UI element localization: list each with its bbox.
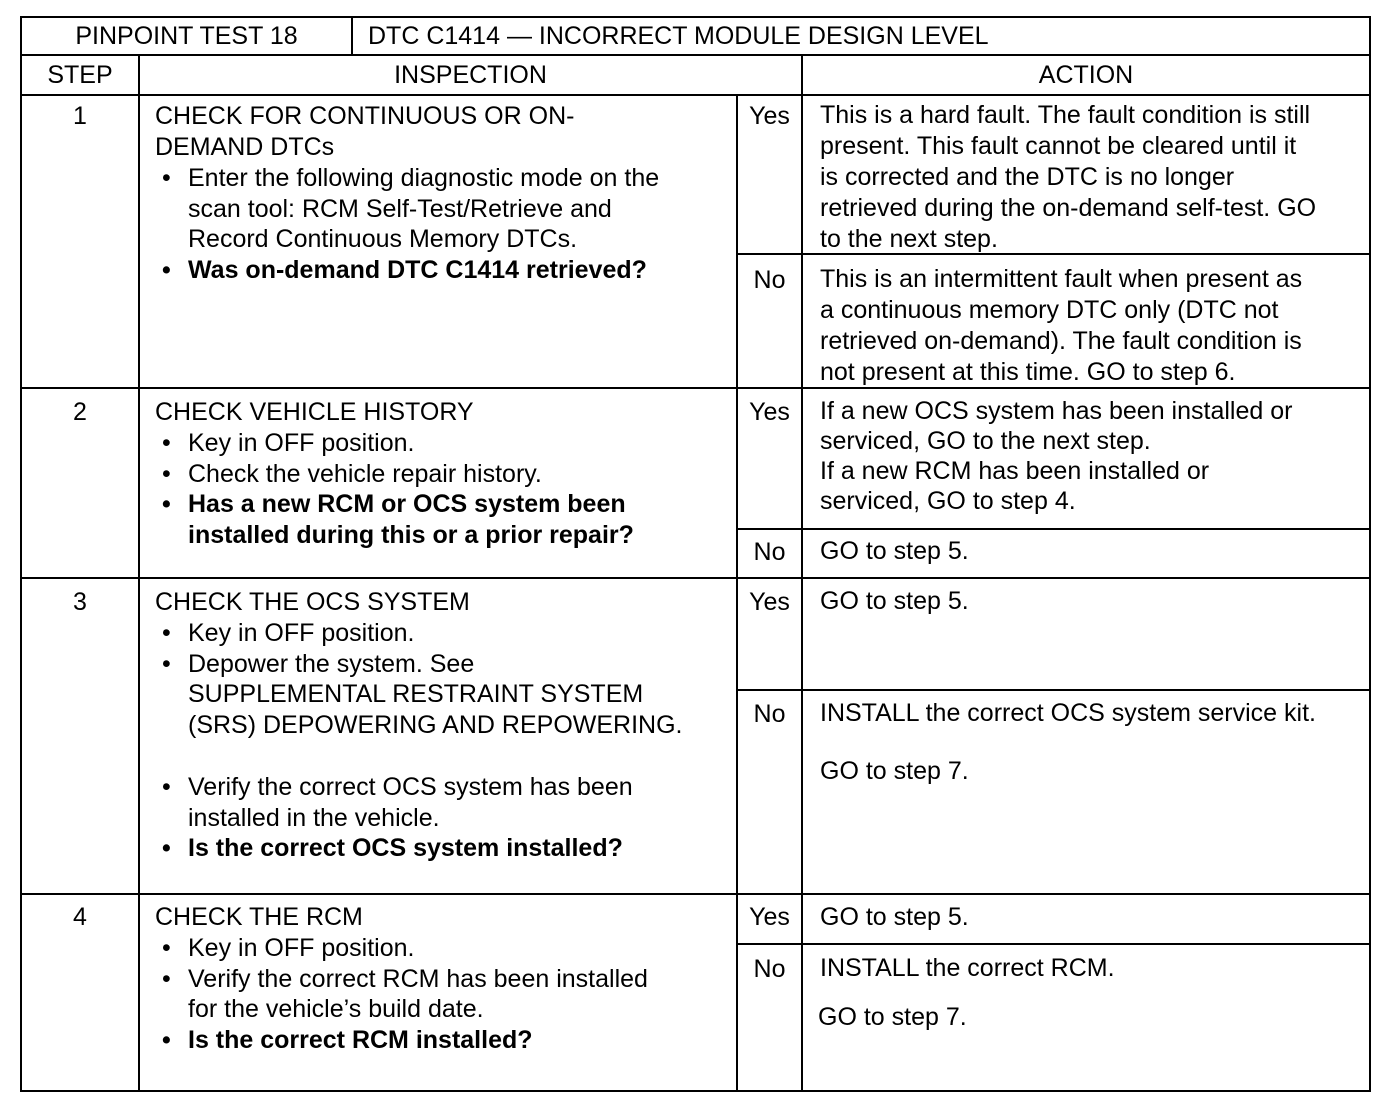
step-number: 3 (73, 588, 87, 616)
rule (20, 94, 1371, 96)
no-label: No (753, 700, 786, 728)
title-line: CHECK VEHICLE HISTORY (155, 398, 474, 426)
rule (738, 943, 1371, 945)
yes-action: GO to step 5. (820, 903, 969, 931)
inspection-list (155, 933, 648, 1055)
inspection-question: • Is the correct RCM installed? (155, 1025, 648, 1056)
step-number: 4 (73, 903, 87, 931)
title-line: CHECK THE RCM (155, 903, 363, 931)
inspection-item: • Check the vehicle repair history. (155, 459, 634, 490)
col-action-header: ACTION (1038, 61, 1134, 89)
rule (351, 16, 353, 56)
inspection-list (155, 428, 634, 550)
inspection-item: • Key in OFF position. (155, 428, 634, 459)
no-action: GO to step 5. (820, 537, 969, 565)
test-label: PINPOINT TEST 18 (75, 22, 298, 50)
yes-action: This is a hard fault. The fault condition is still present. This fault cannot be cleared until it is corrected and the DTC is no longer retrieved during the on-demand self-test. GO to the next step. (820, 101, 1317, 253)
step-title (155, 902, 363, 933)
inspection-list (155, 163, 659, 285)
step-number: 1 (73, 102, 87, 130)
inspection-list (155, 618, 682, 864)
rule (20, 54, 1371, 56)
rule (1369, 16, 1371, 1092)
col-inspection-header: INSPECTION (394, 61, 547, 89)
title-line: CHECK FOR CONTINUOUS OR ON- (155, 102, 575, 130)
rule (20, 1090, 1371, 1092)
test-title: DTC C1414 — INCORRECT MODULE DESIGN LEVEL (368, 22, 989, 50)
rule (738, 528, 1371, 530)
step-title (155, 101, 574, 163)
inspection-item: • Verify the correct RCM has been installed for the vehicle’s build date. (155, 964, 648, 1025)
inspection-item: • Key in OFF position. (155, 933, 648, 964)
inspection-item: • Depower the system. See SUPPLEMENTAL RESTRAINT SYSTEM (SRS) DEPOWERING AND REPOWERING. (155, 649, 682, 741)
no-action: INSTALL the correct RCM. GO to step 7. (818, 954, 1115, 1031)
inspection-question: • Is the correct OCS system installed? (155, 833, 682, 864)
rule (20, 893, 1371, 895)
no-label: No (753, 955, 786, 983)
rule (138, 54, 140, 1092)
yes-label: Yes (749, 102, 790, 130)
no-action: This is an intermittent fault when present as a continuous memory DTC only (DTC not retrieved on-demand). The fault condition is not present at this time. GO to step 6. (820, 265, 1303, 386)
no-action: INSTALL the correct OCS system service kit. GO to step 7. (820, 699, 1316, 785)
no-label: No (753, 538, 786, 566)
yes-label: Yes (749, 398, 790, 426)
title-line: DEMAND DTCs (155, 133, 335, 161)
col-step-header: STEP (47, 61, 113, 89)
rule (738, 689, 1371, 691)
yes-label: Yes (749, 588, 790, 616)
rule (20, 577, 1371, 579)
rule (20, 16, 1371, 18)
inspection-item: • Key in OFF position. (155, 618, 682, 649)
yes-action: If a new OCS system has been installed or serviced, GO to the next step. If a new RCM has been installed or serviced, GO to step 4. (820, 397, 1293, 515)
step-title (155, 397, 474, 428)
inspection-item: • Verify the correct OCS system has been installed in the vehicle. (155, 772, 682, 833)
rule (801, 54, 803, 1092)
step-title (155, 587, 470, 618)
yes-label: Yes (749, 903, 790, 931)
inspection-question: • Was on-demand DTC C1414 retrieved? (155, 255, 659, 286)
title-line: CHECK THE OCS SYSTEM (155, 588, 470, 616)
inspection-item: • Enter the following diagnostic mode on the scan tool: RCM Self-Test/Retrieve and Record Continuous Memory DTCs. (155, 163, 659, 255)
inspection-question: • Has a new RCM or OCS system been installed during this or a prior repair? (155, 489, 634, 550)
no-label: No (753, 266, 786, 294)
step-number: 2 (73, 398, 87, 426)
yes-action: GO to step 5. (820, 587, 969, 615)
